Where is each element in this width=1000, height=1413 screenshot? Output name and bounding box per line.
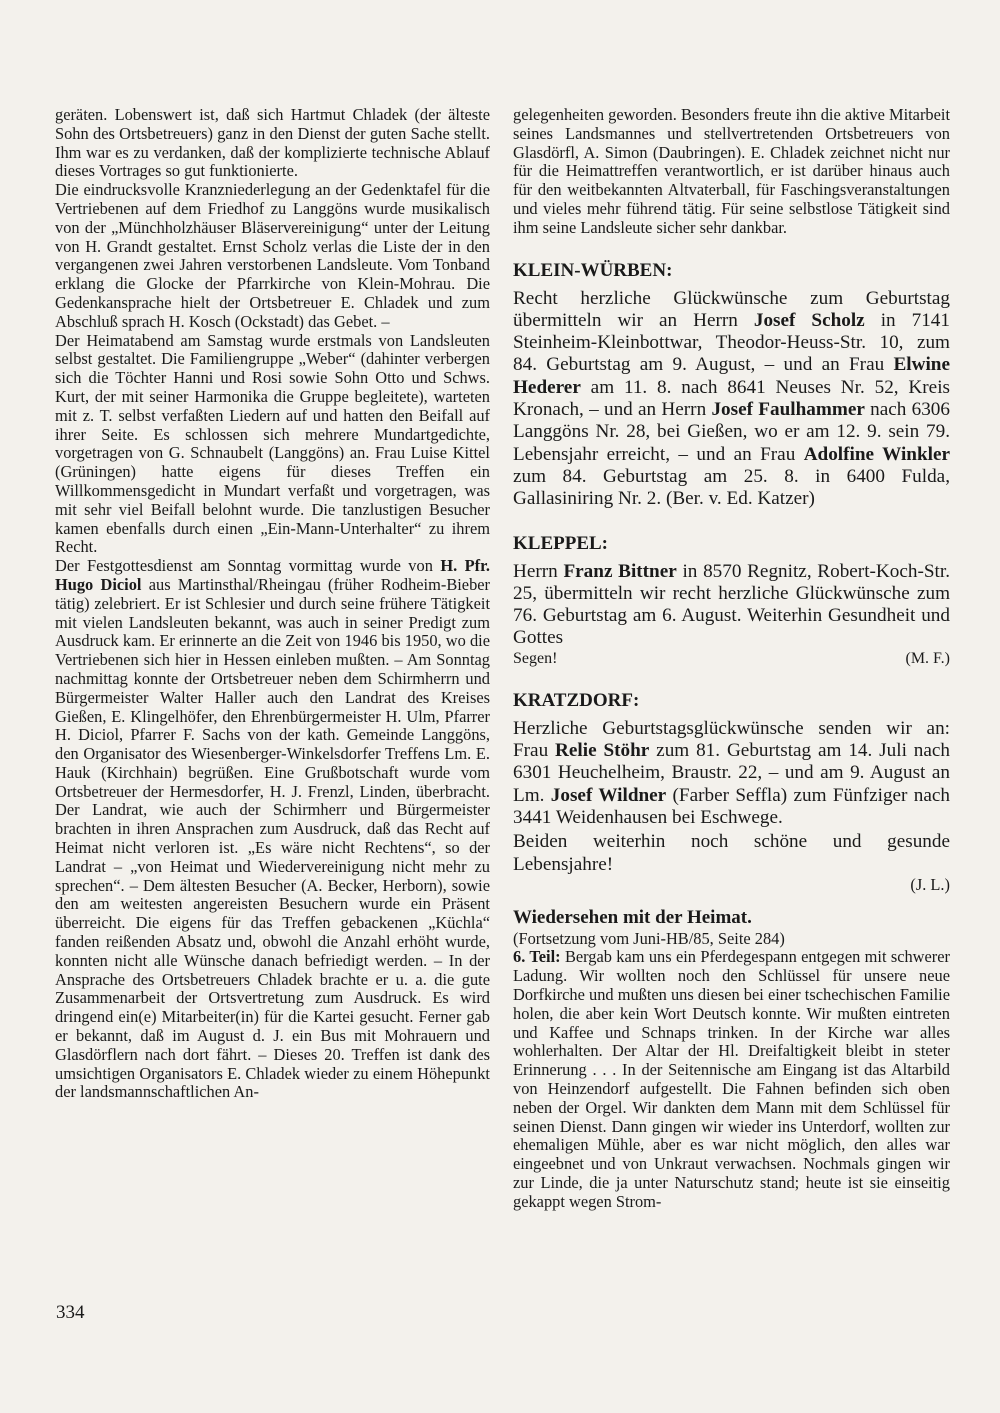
paragraph	[513, 561, 950, 650]
paragraph: Die eindrucksvolle Kranzniederlegung an der Gedenktafel für die Vertriebenen auf dem Friedhof zu Langgöns wurde musikalisch von der „Münchholzhäuser Bläservereinigung“ unter der Leitung von H. Grandt gestaltet. Ernst Scholz verlas die Liste der in den vergangenen zwei Jahren verstorbenen Landsleute. Vom Tonband erklang die Glocke der Pfarrkirche von Klein-Mohrau. Die Gedenkansprache hielt der Ortsbetreuer E. Chladek und zum Abschluß sprach H. Kosch (Ockstadt) das Gebet. –	[55, 180, 490, 331]
bold-name: Josef Scholz	[753, 309, 865, 331]
part-label: 6. Teil:	[513, 947, 561, 967]
text: aus Martinsthal/Rheingau (früher Rodheim-Bieber tätig) zelebriert. Er ist Schlesier und durch seine frühere Tätigkeit mit vielen Landsleuten bekannt, was auch in seiner Predigt zum Ausdruck kam. Er erinnerte an die Zeit von 1946 bis 1950, wo die Vertriebenen sich hier in Hessen einleben mußten. – Am Sonntag nachmittag konnte der Ortsbetreuer neben dem Schirmherrn und Bürgermeister Walter Haller auch den Landrat des Kreises Gießen, E. Klingelhöfer, den Ehrenbürgermeister H. Ulm, Pfarrer H. Diciol, Pfarrer F. Sachs von der kath. Gemeinde Langgöns, den Organisator des Wiesenberger-Winkelsdorfer Treffens Lm. E. Hauk (Kirchhain) begrüßen. Eine Grußbotschaft wurde vom Ortsbetreuer der Hermesdorfer, H. J. Frenzl, Linden, überbracht. Der Landrat, wie auch der Schirmherr und Bürgermeister brachten in ihren Ansprachen zum Ausdruck, daß das Recht auf Heimat nicht verloren ist. „Es wäre nicht Rechtens“, so der Landrat – „von Heimat und Wiedervereinigung nicht mehr zu sprechen“. – Dem ältesten Besucher (A. Becker, Herborn), sowie den am weitesten angereisten Besuchern wurde ein Präsent überreicht. Die eigens für das Treffen gebackenen „Küchla“ fanden reißenden Absatz und, obwohl die Anzahl erhöht wurde, konnten nicht alle Wünsche danach befriedigt werden. – In der Ansprache des Ortsbetreuers Chladek brachte er u. a. die gute Zusammenarbeit der Ortsvertretung zum Ausdruck. Es wird dringend ein(e) Mitarbeiter(in) für die Kartei gesucht. Ferner gab er bekannt, daß im August d. J. ein Bus mit Mohrauern und Glasdörflern nach dort fährt. – Dieses 20. Treffen ist dank des umsichtigen Organisators E. Chladek wieder zu einem Höhepunkt der landsmannschaftlichen An-	[55, 574, 491, 1102]
author-initials: (M. F.)	[905, 649, 950, 667]
text: zum 84. Geburtstag am 25. 8. in 6400 Fulda, Gallasiniring Nr. 2. (Ber. v. Ed. Katzer)	[513, 465, 950, 510]
paragraph: geräten. Lobenswert ist, daß sich Hartmut Chladek (der älteste Sohn des Ortsbetreuers) ganz in den Dienst der guten Sache stellt. Ihm war es zu verdanken, daß der komplizierte technische Ablauf dieses Vortrages so gut funktionierte.	[55, 105, 490, 181]
author-initials: (J. L.)	[910, 874, 950, 894]
paragraph	[55, 557, 490, 1102]
text: Recht herzliche Glückwünsche zum Geburtstag übermitteln wir an Herrn	[513, 287, 950, 331]
text: Bergab kam uns ein Pferdegespann entgegen mit schwerer Ladung. Wir wollten noch den Schlüssel für unsere neue Dorfkirche und mußten uns diesen bei einer tschechischen Familie holen, die aber kein Wort Deutsch konnte. Wir mußten eintreten und Kaffee und Schnaps trinken. In der Kirche war alles wohlerhalten. Der Altar der Hl. Dreifaltigkeit bleibt in steter Erinnerung . . . In der Seitennische am Eingang ist das Altarbild von Heinzendorf aufgestellt. Die Fahnen befinden sich oben neben der Orgel. Wir dankten dem Mann mit dem Schlüssel für seinen Dienst. Dann gingen wir wieder ins Unterdorf, wollten zur ehemaligen Mühle, aber es war nicht möglich, den alles war eingeebnet und von Unkraut verwachsen. Nochmals gingen wir zur Linde, die ja unter Naturschutz stand; heute ist sie einseitig gekappt wegen Strom-	[513, 947, 950, 1211]
text: Der Festgottesdienst am Sonntag vormittag wurde von	[55, 556, 441, 576]
paragraph: gelegenheiten geworden. Besonders freute ihn die aktive Mitarbeit seines Landsmannes und stellvertretenden Ortsbetreuers von Glasdörfl, A. Simon (Daubringen). E. Chladek zeichnet nicht nur für die Heimattreffen verantwortlich, er ist darüber hinaus auch für den weitbekannten Altvaterball, für Faschingsveranstaltungen und vieles mehr führend tätig. Für seine selbstlose Tätigkeit sind ihm seine Landsleute sicher sehr dankbar.	[513, 105, 950, 237]
bold-name: Adolfine Winkler	[803, 443, 950, 465]
text: (Farber Seffla) zum Fünfziger nach 3441 Weidenhausen bei Eschwege.	[513, 784, 950, 828]
text: Segen!	[513, 649, 558, 667]
bold-name: Elwine Hederer	[513, 354, 950, 398]
text: in 7141 Steinheim-Kleinbottwar, Theodor-Heuss-Str. 10, zum 84. Geburtstag am 9. August, – und an Frau	[513, 309, 950, 376]
bold-name: Josef Wildner	[550, 784, 667, 806]
paragraph	[513, 948, 950, 1211]
text: Herrn	[513, 560, 564, 582]
section-kratzdorf	[513, 690, 950, 895]
text: am 11. 8. nach 8641 Neuses Nr. 52, Kreis Kronach, – und an Herrn	[513, 376, 950, 421]
section-kleppel	[513, 533, 950, 668]
story-subtitle: (Fortsetzung vom Juni-HB/85, Seite 284)	[513, 928, 785, 948]
section-klein-wuerben	[513, 260, 950, 511]
paragraph	[513, 288, 950, 511]
paragraph	[513, 718, 950, 829]
bold-name: H. Pfr. Hugo Diciol	[55, 556, 490, 594]
bold-name: Franz Bittner	[563, 560, 677, 582]
text: in 8570 Regnitz, Robert-Koch-Str. 25, übermitteln wir recht herzliche Glückwünsche zum 76. Geburtstag am 6. August. Weiterhin Gesundheit und Gottes	[513, 560, 950, 649]
section-story	[513, 907, 950, 1212]
bold-name: Relie Stöhr	[555, 740, 650, 762]
text: Herzliche Geburtstagsglückwünsche senden wir an: Frau	[513, 717, 950, 762]
signature-line	[513, 876, 950, 895]
text: zum 81. Geburtstag am 14. Juli nach 6301 Heuchelheim, Braustr. 22, – und am 9. August an Lm.	[513, 740, 950, 806]
section-heading: KLEIN-WÜRBEN:	[513, 259, 673, 281]
bold-name: Josef Faulhammer	[711, 399, 865, 421]
paragraph: Beiden weiterhin noch schöne und gesunde Lebensjahre!	[513, 831, 950, 875]
page-number: 334	[56, 1302, 85, 1323]
right-column	[513, 106, 950, 1212]
text: nach 6306 Langgöns Nr. 28, bei Gießen, wo er am 12. 9. sein 79. Lebensjahr erreicht, – und an Frau	[513, 399, 950, 465]
section-heading: KLEPPEL:	[513, 532, 609, 554]
story-title: Wiedersehen mit der Heimat.	[513, 906, 752, 928]
signature-line	[513, 650, 950, 668]
paragraph: Der Heimatabend am Samstag wurde erstmals von Landsleuten selbst gestaltet. Die Familiengruppe „Weber“ (dahinter verbergen sich die Töchter Hanni und Rosi sowie Sohn Otto und Schws. Kurt, der mit seiner Harmonika die Gruppe begleitete), warteten mit z. T. selbst verfaßten Liedern auf und hatten den Beifall auf ihrer Seite. Es schlossen sich mehrere Mundartgedichte, vorgetragen von G. Schnaubelt (Langgöns) an. Frau Luise Kittel (Grüningen) hatte eigens für dieses Treffen ein Willkommensgedicht in Mundart verfaßt und vorgetragen, was mit sehr viel Beifall belohnt wurde. Die tanzlustigen Besucher kamen ebenfalls durch einen „Ein-Mann-Unterhalter“ zu ihrem Recht.	[55, 330, 490, 557]
section-heading: KRATZDORF:	[513, 689, 640, 711]
left-column	[55, 106, 490, 1102]
